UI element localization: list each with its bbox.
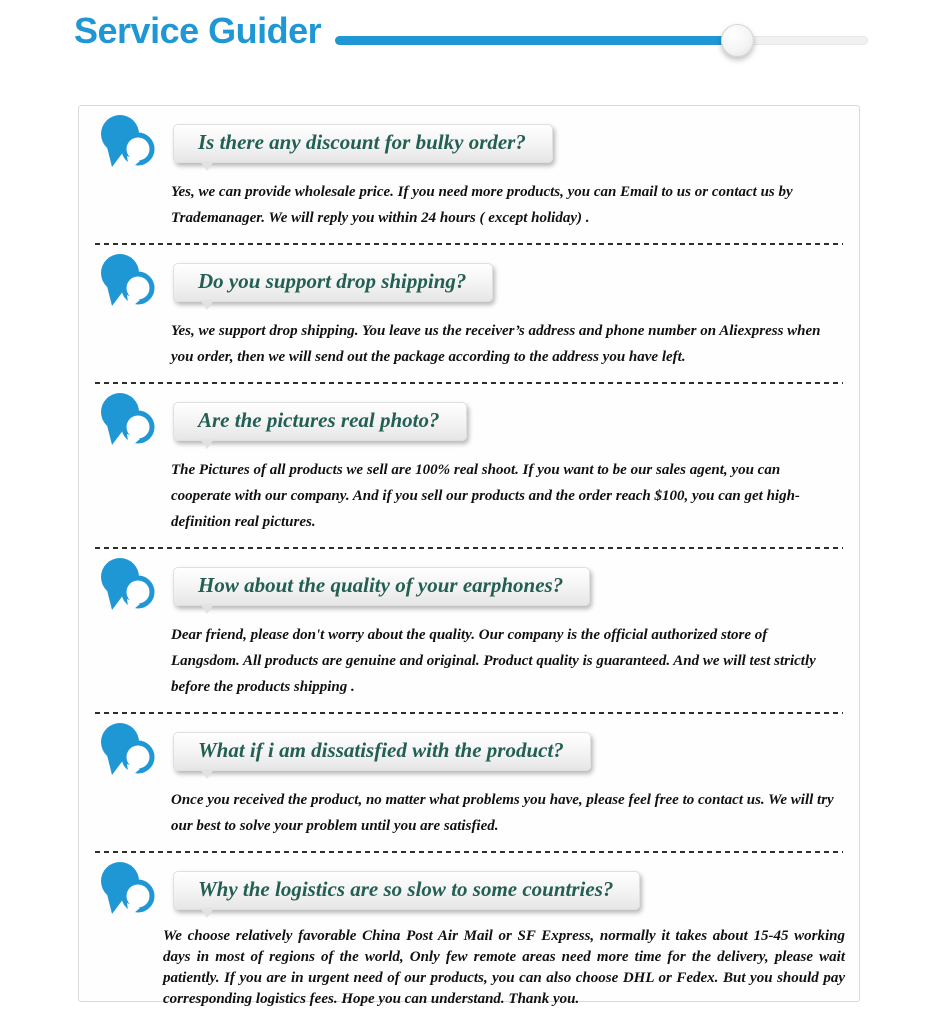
- faq-item: [79, 853, 859, 1018]
- chat-bubbles-icon: [99, 861, 159, 919]
- faq-answer: Yes, we can provide wholesale price. If you need more products, you can Email to us or contact us by Trademanager. We will reply you within 24 hours ( except holiday) .: [171, 184, 793, 226]
- chat-bubbles-icon: [99, 114, 159, 172]
- faq-item: [79, 106, 859, 239]
- faq-answer: Once you received the product, no matter what problems you have, please feel free to contact us. We will try our best to solve your problem until you are satisfied.: [171, 792, 834, 834]
- chat-bubbles-icon: [99, 722, 159, 780]
- faq-item: [79, 245, 859, 378]
- chat-bubbles-icon: [99, 253, 159, 311]
- faq-question: Is there any discount for bulky order?: [173, 124, 553, 163]
- faq-question: Why the logistics are so slow to some countries?: [173, 871, 640, 910]
- slider-track-fill: [335, 36, 738, 45]
- faq-answer: Yes, we support drop shipping. You leave us the receiver’s address and phone number on Aliexpress when you order, then we will send out the package according to the address you have left.: [171, 323, 821, 365]
- faq-question: What if i am dissatisfied with the product?: [173, 732, 591, 771]
- faq-answer: The Pictures of all products we sell are 100% real shoot. If you want to be our sales agent, you can cooperate with our company. And if you sell our products and the order reach $100, you can get high-definition real pictures.: [171, 462, 800, 530]
- faq-item: [79, 384, 859, 543]
- faq-question: How about the quality of your earphones?: [173, 567, 590, 606]
- progress-slider[interactable]: [335, 30, 868, 64]
- page-title: Service Guider: [74, 10, 322, 51]
- chat-bubbles-icon: [99, 557, 159, 615]
- slider-thumb[interactable]: [721, 24, 754, 57]
- faq-answer: We choose relatively favorable China Post Air Mail or SF Express, normally it takes about 15-45 working days in most of regions of the world, Only few remote areas need more time for the delivery, please wait patiently. If you are in urgent need of our products, you can also choose DHL or Fedex. But you should pay corresponding logistics fees. Hope you can understand. Thank you.: [163, 928, 845, 1007]
- faq-item: [79, 549, 859, 708]
- faq-question: Are the pictures real photo?: [173, 402, 467, 441]
- faq-panel: [78, 105, 860, 1007]
- faq-question: Do you support drop shipping?: [173, 263, 493, 302]
- chat-bubbles-icon: [99, 392, 159, 450]
- faq-item: [79, 714, 859, 847]
- faq-answer: Dear friend, please don't worry about the quality. Our company is the official authorized store of Langsdom. All products are genuine and original. Product quality is guaranteed. And we will test strictly before the products shipping .: [171, 627, 816, 695]
